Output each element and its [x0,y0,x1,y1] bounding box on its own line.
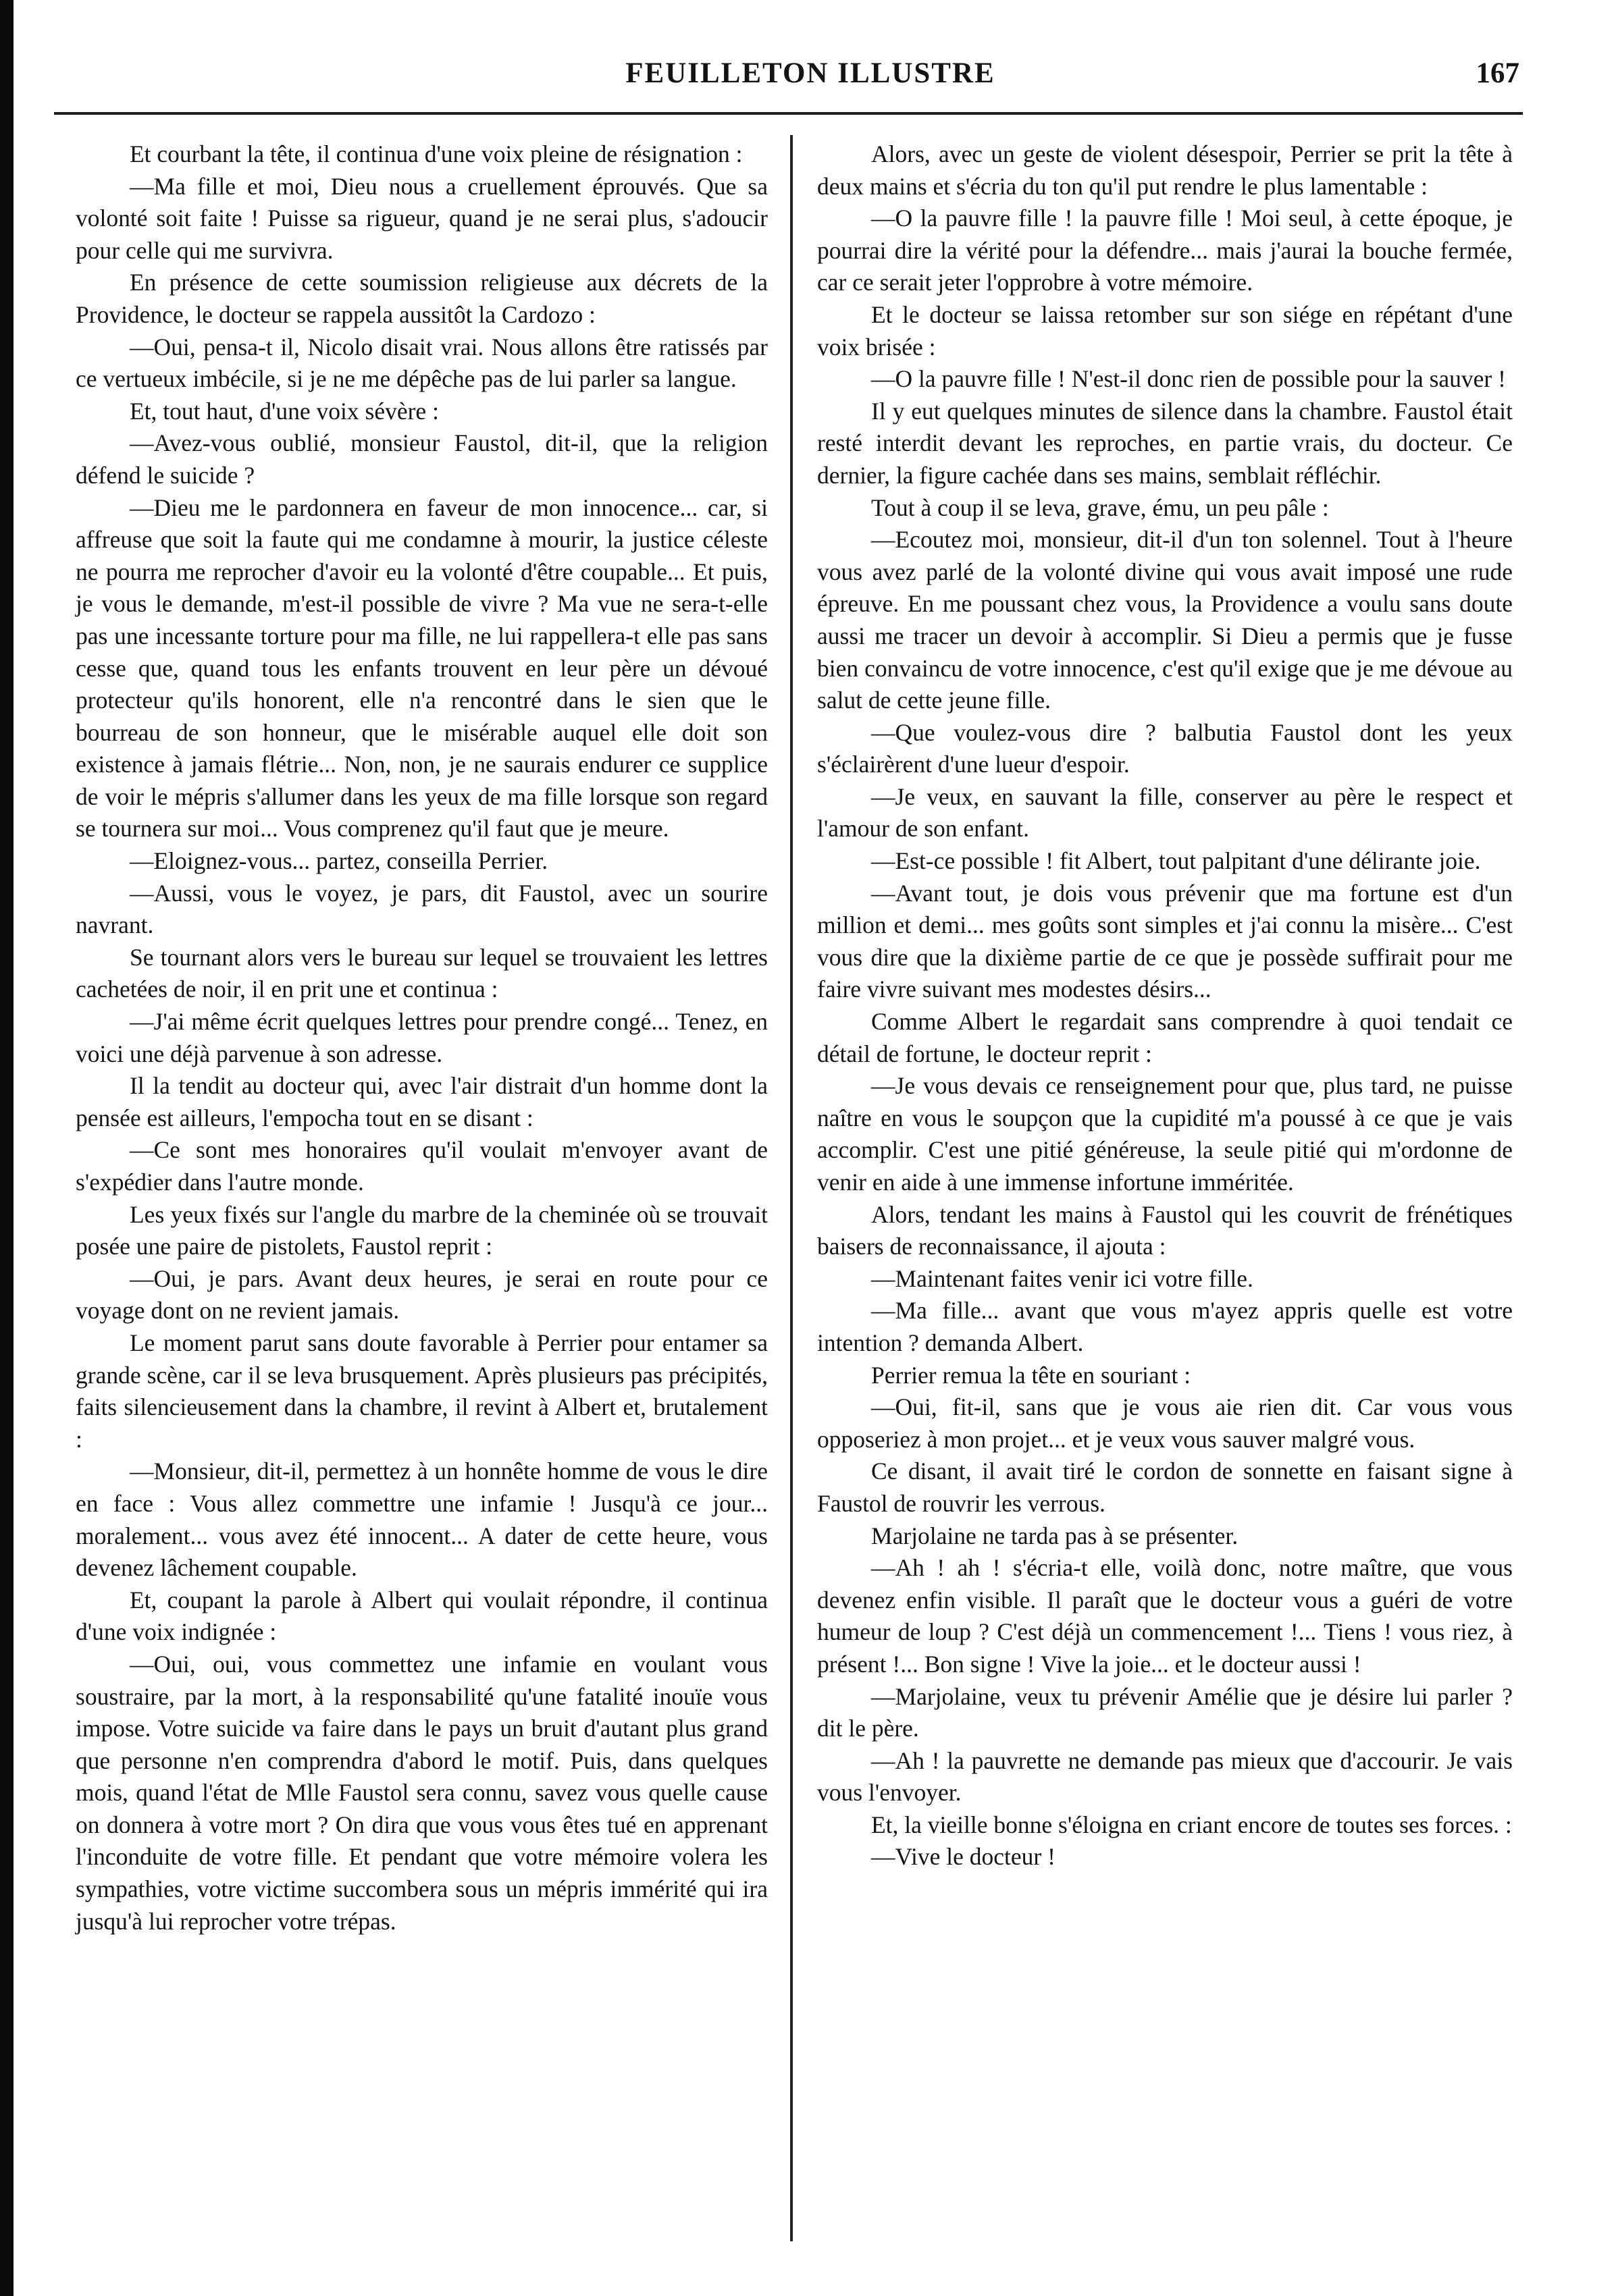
paragraph: Le moment parut sans doute favorable à Perrier pour entamer sa grande scène, car il se leva brusquement. Après plusieurs pas précipités, faits silencieusement dans la chambre, il revint à Albert et, brutalement : [76,1329,768,1453]
paragraph: —Je vous devais ce renseignement pour que, plus tard, ne puisse naître en vous le soupçon que la cupidité m'a poussé à ce que je vais accomplir. C'est une pitié généreuse, la seule pitié qui m'ordonne de venir en aide à une immense infortune imméritée. [817,1072,1513,1196]
paragraph: —Oui, oui, vous commettez une infamie en voulant vous soustraire, par la mort, à la responsabilité qu'une fatalité inouïe vous impose. Votre suicide va faire dans le pays un bruit d'autant plus grand que personne n'en comprendra d'abord le motif. Puis, dans quelques mois, quand l'état de Mlle Faustol sera connu, savez vous quelle cause on donnera à votre mort ? On dira que vous vous êtes tué en apprenant l'inconduite de votre fille. Et pendant que votre mémoire volera les sympathies, votre victime succombera sous un mépris immérité qui ira jusqu'à lui reprocher votre trépas. [76,1650,768,1935]
paragraph: Marjolaine ne tarda pas à se présenter. [871,1522,1239,1549]
paragraph: —Avant tout, je dois vous prévenir que ma fortune est d'un million et demi... mes goûts sont simples et j'ai connu la misère... C'est vous dire que la dixième partie de ce que je possède suffirait pour me faire vivre suivant mes modestes désirs... [817,879,1513,1003]
left-column [76,138,768,1938]
paragraph: —Ah ! la pauvrette ne demande pas mieux que d'accourir. Je vais vous l'envoyer. [817,1746,1513,1807]
paragraph: —Que voulez-vous dire ? balbutia Faustol dont les yeux s'éclairèrent d'une lueur d'espoir. [817,718,1513,778]
paragraph: Perrier remua la tête en souriant : [871,1361,1191,1389]
paragraph: Alors, tendant les mains à Faustol qui les couvrit de frénétiques baisers de reconnaissance, il ajouta : [817,1200,1513,1260]
paragraph: Et courbant la tête, il continua d'une voix pleine de résignation : [130,140,743,167]
paragraph: —Eloignez-vous... partez, conseilla Perrier. [130,847,548,875]
paragraph: —Maintenant faites venir ici votre fille. [871,1264,1253,1292]
paragraph: —Dieu me le pardonnera en faveur de mon innocence... car, si affreuse que soit la faute qui me condamne à mourir, la justice céleste ne pourra me reprocher d'avoir eu la volonté d'être coupable... Et puis, je vous le demande, m'est-il possible de vivre ? Ma vue ne sera-t-elle pas une incessante torture pour ma fille, ne lui rappellera-t elle pas sans cesse que, quand tous les enfants trouvent en leur père un dévoué protecteur qu'ils honorent, elle n'a rencontré dans le sien que le bourreau de son honneur, que le misérable auquel elle doit son existence à jamais flétrie... Non, non, je ne saurais endurer ce supplice de voir le mépris s'allumer dans les yeux de ma fille lorsque son regard se tournera sur moi... Vous comprenez qu'il faut que je meure. [76,493,768,843]
paragraph: —Marjolaine, veux tu prévenir Amélie que je désire lui parler ? dit le père. [817,1682,1513,1742]
paragraph: —Monsieur, dit-il, permettez à un honnête homme de vous le dire en face : Vous allez commettre une infamie ! Jusqu'à ce jour... moralement... vous avez été innocent... A dater de cette heure, vous devenez lâchement coupable. [76,1458,768,1582]
paragraph: —Est-ce possible ! fit Albert, tout palpitant d'une délirante joie. [871,847,1481,875]
paragraph: —Ce sont mes honoraires qu'il voulait m'envoyer avant de s'expédier dans l'autre monde. [76,1136,768,1196]
paragraph: —Vive le docteur ! [871,1843,1055,1871]
paragraph: Et le docteur se laissa retomber sur son siége en répétant d'une voix brisée : [817,300,1513,361]
paragraph: —Oui, je pars. Avant deux heures, je serai en route pour ce voyage dont on ne revient jamais. [76,1264,768,1325]
paragraph: —J'ai même écrit quelques lettres pour prendre congé... Tenez, en voici une déjà parvenue à son adresse. [76,1008,768,1067]
paragraph: Ce disant, il avait tiré le cordon de sonnette en faisant signe à Faustol de rouvrir les verrous. [817,1458,1513,1517]
paragraph: —Oui, fit-il, sans que je vous aie rien dit. Car vous vous opposeriez à mon projet... et je veux vous sauver malgré vous. [817,1393,1513,1453]
page-number: 167 [1476,57,1519,89]
paragraph: —Ah ! ah ! s'écria-t elle, voilà donc, notre maître, que vous devenez enfin visible. Il paraît que le docteur vous a guéri de votre humeur de loup ? C'est déjà un commencement !... Tiens ! vous riez, à présent !... Bon signe ! Vive la joie... et le docteur aussi ! [817,1554,1513,1678]
paragraph: Se tournant alors vers le bureau sur lequel se trouvaient les lettres cachetées de noir, il en prit une et continua : [76,943,768,1003]
running-title: FEUILLETON ILLUSTRE [625,57,995,89]
paragraph: —Avez-vous oublié, monsieur Faustol, dit-il, que la religion défend le suicide ? [76,429,768,489]
paragraph: Et, coupant la parole à Albert qui voulait répondre, il continua d'une voix indignée : [76,1586,768,1646]
header-rule [54,112,1523,115]
paragraph: —Je veux, en sauvant la fille, conserver au père le respect et l'amour de son enfant. [817,782,1513,843]
paragraph: —O la pauvre fille ! la pauvre fille ! Moi seul, à cette époque, je pourrai dire la vérité pour la défendre... mais j'aurai la bouche fermée, car ce serait jeter l'opprobre à votre mémoire. [817,205,1513,296]
paragraph: Tout à coup il se leva, grave, ému, un peu pâle : [871,493,1329,521]
paragraph: Comme Albert le regardait sans comprendre à quoi tendait ce détail de fortune, le docteur reprit : [817,1008,1513,1067]
column-divider [790,135,793,2241]
running-head [101,57,1519,104]
right-column [817,138,1513,1873]
paragraph: Alors, avec un geste de violent désespoir, Perrier se prit la tête à deux mains et s'écria du ton qu'il put rendre le plus lamentable : [817,140,1513,200]
paragraph: Il la tendit au docteur qui, avec l'air distrait d'un homme dont la pensée est ailleurs, l'empocha tout en se disant : [76,1072,768,1131]
paragraph: —O la pauvre fille ! N'est-il donc rien de possible pour la sauver ! [871,365,1506,393]
paragraph: —Ecoutez moi, monsieur, dit-il d'un ton solennel. Tout à l'heure vous avez parlé de la volonté divine qui vous avait imposé une rude épreuve. En me poussant chez vous, la Providence a voulu sans doute aussi me tracer un devoir à accomplir. Si Dieu a permis que je fusse bien convaincu de votre innocence, c'est qu'il exige que je me dévoue au salut de cette jeune fille. [817,526,1513,714]
paragraph: —Aussi, vous le voyez, je pars, dit Faustol, avec un sourire navrant. [76,879,768,939]
paragraph: Et, tout haut, d'une voix sévère : [130,397,439,425]
paragraph: Il y eut quelques minutes de silence dans la chambre. Faustol était resté interdit devant les reproches, en partie vrais, du docteur. Ce dernier, la figure cachée dans ses mains, semblait réfléchir. [817,397,1513,489]
page-binding-edge [0,0,14,2296]
paragraph: —Ma fille et moi, Dieu nous a cruellement éprouvés. Que sa volonté soit faite ! Puisse sa rigueur, quand je ne serai plus, s'adoucir pour celle qui me survivra. [76,172,768,264]
paragraph: —Oui, pensa-t il, Nicolo disait vrai. Nous allons être ratissés par ce vertueux imbécile, si je ne me dépêche pas de lui parler sa langue. [76,333,768,393]
paragraph: —Ma fille... avant que vous m'ayez appris quelle est votre intention ? demanda Albert. [817,1297,1513,1356]
paragraph: Les yeux fixés sur l'angle du marbre de la cheminée où se trouvait posée une paire de pistolets, Faustol reprit : [76,1200,768,1260]
paragraph: Et, la vieille bonne s'éloigna en criant encore de toutes ses forces. : [871,1811,1512,1838]
paragraph: En présence de cette soumission religieuse aux décrets de la Providence, le docteur se rappela aussitôt la Cardozo : [76,269,768,328]
